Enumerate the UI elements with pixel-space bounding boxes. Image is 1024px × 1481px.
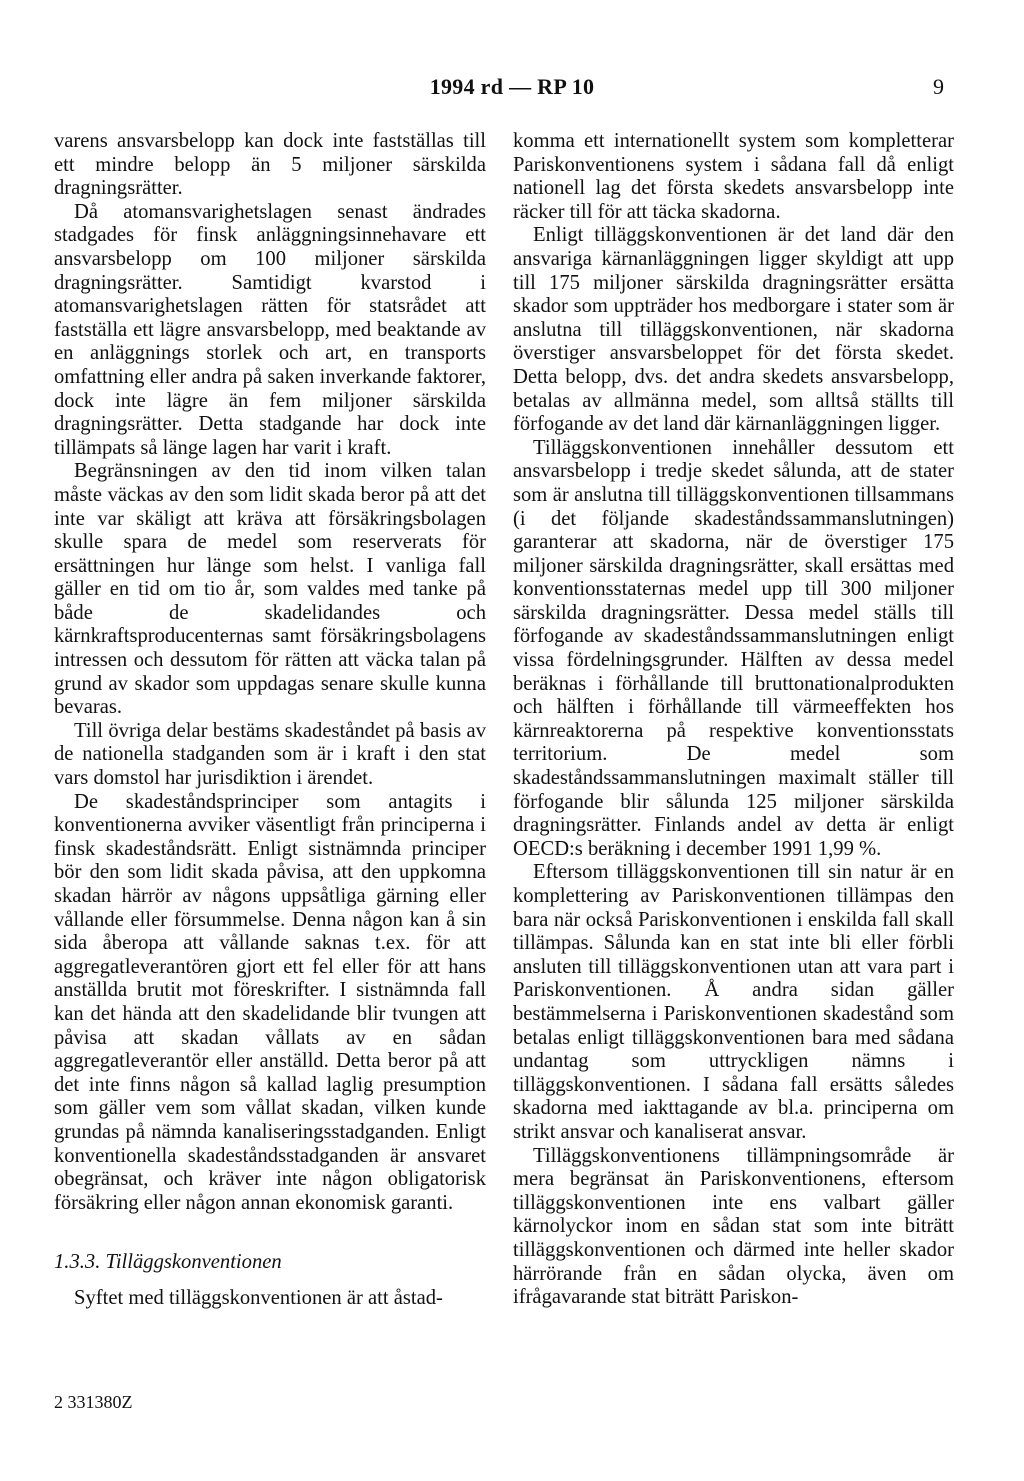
page-header	[0, 74, 1024, 104]
paragraph: varens ansvarsbelopp kan dock inte fastställas till ett mindre belopp än 5 miljoner särskilda dragningsrätter.	[54, 130, 486, 200]
paragraph: Till övriga delar bestäms skadeståndet på basis av de nationella stadganden som är i kraft i den stat vars domstol har jurisdiktion i ärendet.	[54, 719, 486, 790]
left-column	[54, 130, 486, 1311]
section-heading	[54, 1251, 486, 1275]
section-number: 1.3.3.	[54, 1251, 101, 1274]
running-title: 1994 rd — RP 10	[429, 74, 595, 99]
paragraph: Begränsningen av den tid inom vilken talan måste väckas av den som lidit skada beror på att det inte var skäligt att kräva att försäkringsbolagen skulle spara de medel som reserverats för ersättningen hur länge som helst. I vanliga fall gäller en tid om tio år, som valdes med tanke på både de skadelidandes och kärnkraftsproducenternas samt försäkringsbolagens intressen och dessutom för rätten att väcka talan på grund av skador som uppdagas senare skulle kunna bevaras.	[54, 460, 486, 719]
paragraph: Tilläggskonventionens tillämpningsområde är mera begränsat än Pariskonventionens, eftersom tilläggskonventionen inte ens valbart gäller kärnolyckor inom en sådan stat som inte biträtt tilläggskonventionen och därmed inte heller skador härrörande från en sådan olycka, även om ifrågavarande stat biträtt Pariskon-	[513, 1144, 954, 1309]
paragraph: komma ett internationellt system som kompletterar Pariskonventionens system i sådana fall då enligt nationell lag det första skedets ansvarsbelopp inte räcker till för att täcka skadorna.	[513, 130, 954, 223]
print-code: 2 331380Z	[54, 1392, 133, 1412]
page-number: 9	[933, 74, 944, 99]
right-column	[513, 130, 954, 1310]
paragraph: De skadeståndsprinciper som antagits i konventionerna avviker väsentligt från principerna i finsk skadeståndsrätt. Enligt sistnämnda principer bör den som lidit skada påvisa, att den uppkomna skadan härrör av någons uppsåtliga gärning eller vållande eller försummelse. Denna någon kan å sin sida åberopa att vållande saknas t.ex. för att aggregatleverantören gjort ett fel eller för att hans anställda brutit mot föreskrifter. I sistnämnda fall kan det hända att den skadelidande blir tvungen att påvisa att skadan vållats av en sådan aggregatleverantör eller anställd. Detta beror på att det inte finns någon så kallad laglig presumption som gäller vem som vållat skadan, vilken kunde grundas på nämnda kanaliseringsstadganden. Enligt konventionella skadeståndsstadganden är ansvaret obegränsat, och kräver inte någon obligatorisk försäkring eller någon annan ekonomisk garanti.	[54, 790, 486, 1214]
paragraph: Enligt tilläggskonventionen är det land där den ansvariga kärnanläggningen ligger skyldigt att upp till 175 miljoner särskilda dragningsrätter ersätta skador som uppträder hos medborgare i stater som är anslutna till tilläggskonventionen, när skadorna överstiger ansvarsbeloppet för det första skedet. Detta belopp, dvs. det andra skedets ansvarsbelopp, betalas av allmänna medel, som alltså ställts till förfogande av det land där kärnanläggningen ligger.	[513, 224, 954, 436]
paragraph: Då atomansvarighetslagen senast ändrades stadgades för finsk anläggningsinnehavare ett ansvarsbelopp om 100 miljoner särskilda dragningsrätter. Samtidigt kvarstod i atomansvarighetslagen rätten för statsrådet att fastställa ett lägre ansvarsbelopp, med beaktande av en anläggnings storlek och art, en transports omfattning eller andra på saken inverkande faktorer, dock inte lägre än fem miljoner särskilda dragningsrätter. Detta stadgande har dock inte tillämpats så länge lagen har varit i kraft.	[54, 200, 486, 459]
paragraph: Tilläggskonventionen innehåller dessutom ett ansvarsbelopp i tredje skedet sålunda, att de stater som är anslutna till tilläggskonventionen tillsammans (i det följande skadeståndssammanslutningen) garanterar att skadorna, när de överstiger 175 miljoner särskilda dragningsrätter, skall ersättas med konventionsstaternas medel upp till 300 miljoner särskilda dragningsrätter. Dessa medel ställs till förfogande av skadeståndssammanslutningen enligt vissa fördelningsgrunder. Hälften av dessa medel beräknas i förhållande till bruttonationalprodukten och hälften i förhållande till värmeeffekten hos kärnreaktorerna på respektive konventionsstats territorium. De medel som skadeståndssammanslutningen maximalt ställer till förfogande blir sålunda 125 miljoner särskilda dragningsrätter. Finlands andel av detta är enligt OECD:s beräkning i december 1991 1,99 %.	[513, 436, 954, 860]
paragraph: Syftet med tilläggskonventionen är att åstad-	[74, 1286, 443, 1309]
paragraph: Eftersom tilläggskonventionen till sin natur är en komplettering av Pariskonventionen tillämpas den bara när också Pariskonventionen i enskilda fall skall tillämpas. Sålunda kan en stat inte bli eller förbli ansluten till tilläggskonventionen utan att vara part i Pariskonventionen. Å andra sidan gäller bestämmelserna i Pariskonventionen skadestånd som betalas enligt tilläggskonventionen bara med sådana undantag som uttryckligen nämns i tilläggskonventionen. I sådana fall ersätts således skadorna med iakttagande av bl.a. principerna om strikt ansvar och kanaliserat ansvar.	[513, 861, 954, 1143]
section-title: Tilläggskonventionen	[105, 1251, 282, 1274]
